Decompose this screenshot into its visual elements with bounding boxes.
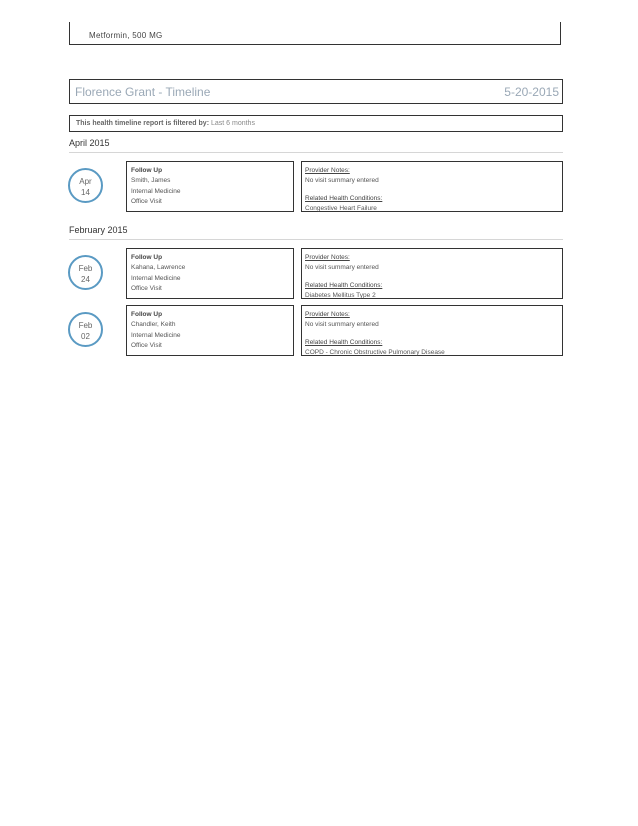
month-heading: February 2015: [69, 225, 128, 235]
provider-name: Chandler, Keith: [131, 321, 176, 329]
visit-notes: [301, 161, 563, 212]
provider-name: Smith, James: [131, 177, 171, 185]
visit-type: Follow Up: [131, 167, 163, 174]
visit-notes: [301, 248, 563, 299]
visit-type: Follow Up: [131, 311, 163, 318]
date-month: Apr: [79, 177, 92, 186]
conditions-label: Related Health Conditions:: [305, 282, 383, 289]
date-circle: [68, 312, 103, 347]
date-month: Feb: [78, 264, 93, 273]
date-day: 14: [81, 188, 90, 197]
date-circle: [68, 168, 103, 203]
filter-label-text: This health timeline report is filtered by:: [76, 120, 210, 127]
report-date: 5-20-2015: [504, 85, 559, 99]
visit-type: Follow Up: [131, 254, 163, 261]
visit-notes: [301, 305, 563, 356]
notes-text: No visit summary entered: [305, 320, 379, 328]
month-heading: April 2015: [69, 138, 110, 148]
visit-details: [126, 161, 294, 212]
visit-details: [126, 248, 294, 299]
notes-text: No visit summary entered: [305, 176, 379, 184]
date-day: 02: [81, 332, 90, 341]
conditions-label: Related Health Conditions:: [305, 339, 383, 346]
visit-location: Office Visit: [131, 341, 162, 349]
conditions-text: COPD - Chronic Obstructive Pulmonary Disease: [305, 348, 445, 356]
date-month: Feb: [78, 321, 93, 330]
conditions-label: Related Health Conditions:: [305, 195, 383, 202]
timeline-title-bar: [69, 79, 563, 104]
provider-name: Kahana, Lawrence: [131, 264, 186, 272]
notes-label: Provider Notes:: [305, 167, 350, 174]
filter-value: Last 6 months: [210, 120, 255, 127]
date-circle: [68, 255, 103, 290]
medication-item: Metformin, 500 MG: [89, 31, 163, 40]
page-title: Florence Grant - Timeline: [75, 85, 211, 99]
date-day: 24: [81, 275, 90, 284]
visit-details: [126, 305, 294, 356]
provider-specialty: Internal Medicine: [131, 274, 181, 282]
conditions-text: Diabetes Mellitus Type 2: [305, 291, 376, 299]
medication-box: [69, 22, 561, 45]
filter-label: [76, 120, 255, 127]
notes-text: No visit summary entered: [305, 263, 379, 271]
visit-location: Office Visit: [131, 197, 162, 205]
visit-location: Office Visit: [131, 284, 162, 292]
month-divider: [69, 239, 563, 240]
provider-specialty: Internal Medicine: [131, 187, 181, 195]
notes-label: Provider Notes:: [305, 311, 350, 318]
month-divider: [69, 152, 563, 153]
conditions-text: Congestive Heart Failure: [305, 204, 377, 212]
filter-bar: [69, 115, 563, 132]
notes-label: Provider Notes:: [305, 254, 350, 261]
provider-specialty: Internal Medicine: [131, 331, 181, 339]
